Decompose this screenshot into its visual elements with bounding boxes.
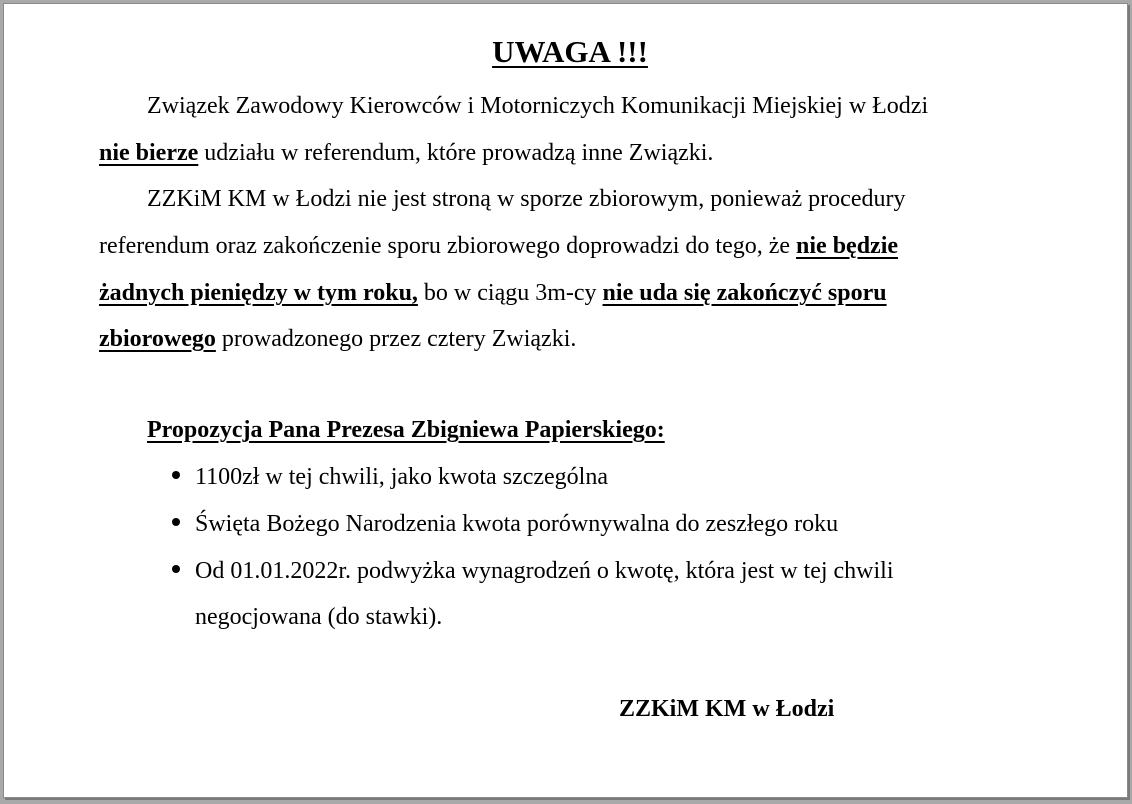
paragraph-2-line-2 (99, 231, 898, 261)
proposal-item-2: Święta Bożego Narodzenia kwota porównywalna do zeszłego roku (195, 511, 839, 537)
body-text: udziału w referendum, które prowadzą inne Związki. (198, 140, 714, 166)
emphasis-text: nie uda się zakończyć sporu (602, 280, 887, 306)
proposal-item-1: 1100zł w tej chwili, jako kwota szczególna (195, 464, 608, 490)
bullet-icon (172, 471, 180, 479)
paragraph-2-line-1: ZZKiM KM w Łodzi nie jest stroną w sporze zbiorowym, ponieważ procedury (147, 186, 906, 212)
signature: ZZKiM KM w Łodzi (619, 696, 835, 722)
proposal-item-3: Od 01.01.2022r. podwyżka wynagrodzeń o kwotę, która jest w tej chwili (195, 558, 894, 584)
emphasis-text: nie będzie (796, 233, 899, 259)
proposal-item-3-continuation: negocjowana (do stawki). (195, 604, 443, 630)
emphasis-text: zbiorowego (99, 326, 216, 352)
document-page (3, 3, 1128, 798)
paragraph-2-line-4 (99, 324, 576, 354)
bullet-icon (172, 518, 180, 526)
emphasis-text: żadnych pieniędzy w tym roku, (99, 280, 418, 306)
body-text: prowadzonego przez cztery Związki. (215, 326, 577, 352)
paragraph-1-line-2 (99, 138, 713, 168)
emphasis-text: nie bierze (99, 140, 199, 166)
page-title: UWAGA !!! (492, 34, 648, 69)
body-text: bo w ciągu 3m-cy (417, 280, 603, 306)
paragraph-2-line-3 (99, 278, 887, 308)
bullet-icon (172, 565, 180, 573)
paragraph-1-line-1: Związek Zawodowy Kierowców i Motorniczych Komunikacji Miejskiej w Łodzi (147, 93, 929, 119)
proposal-heading: Propozycja Pana Prezesa Zbigniewa Papierskiego: (147, 417, 665, 443)
body-text: referendum oraz zakończenie sporu zbiorowego doprowadzi do tego, że (99, 233, 797, 259)
